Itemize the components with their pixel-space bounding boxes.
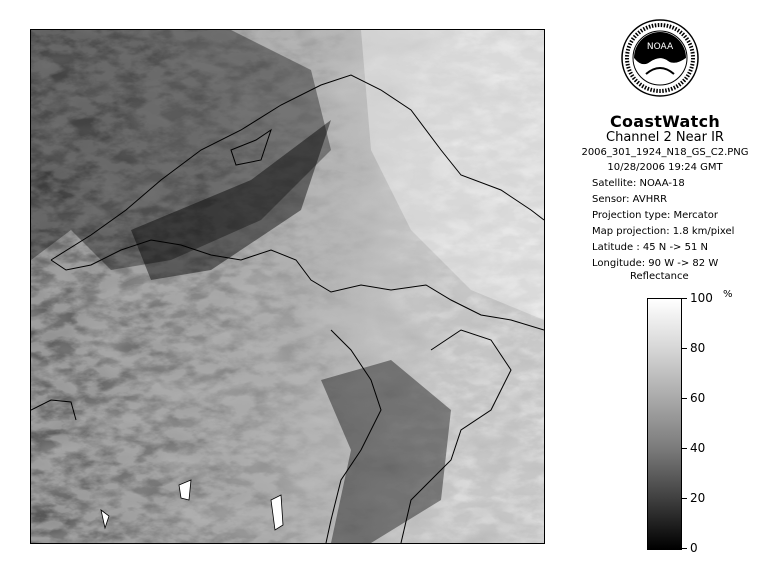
satellite-map: [30, 29, 545, 544]
brand-title: CoastWatch: [609, 112, 721, 131]
scale-unit: %: [723, 289, 733, 300]
scale-tick: [681, 498, 687, 499]
satellite-info: Satellite: NOAA-18: [592, 178, 685, 189]
longitude-range: Longitude: 90 W -> 82 W: [592, 258, 719, 269]
logo-text: NOAA: [646, 42, 674, 52]
scale-label-80: 80: [690, 341, 706, 355]
date-time: 10/28/2006 19:24 GMT: [607, 162, 723, 173]
scale-label-60: 60: [690, 391, 706, 405]
projection-type: Projection type: Mercator: [592, 210, 718, 221]
sensor-info: Sensor: AVHRR: [592, 194, 668, 205]
channel-name: Channel 2 Near IR: [606, 130, 724, 145]
scale-label-20: 20: [690, 491, 706, 505]
satellite-image: [31, 30, 544, 543]
scale-label-40: 40: [690, 441, 706, 455]
scale-tick: [681, 548, 687, 549]
latitude-range: Latitude : 45 N -> 51 N: [592, 242, 708, 253]
scale-title: Reflectance: [630, 271, 689, 282]
scale-tick: [681, 398, 687, 399]
scale-label-100: 100: [690, 291, 713, 305]
reflectance-colorbar: [647, 298, 682, 550]
scale-tick: [681, 348, 687, 349]
scale-tick: [681, 448, 687, 449]
scale-label-0: 0: [690, 541, 698, 555]
noaa-logo: [620, 18, 700, 98]
scale-tick: [681, 298, 687, 299]
map-projection: Map projection: 1.8 km/pixel: [592, 226, 735, 237]
file-name: 2006_301_1924_N18_GS_C2.PNG: [581, 147, 749, 158]
